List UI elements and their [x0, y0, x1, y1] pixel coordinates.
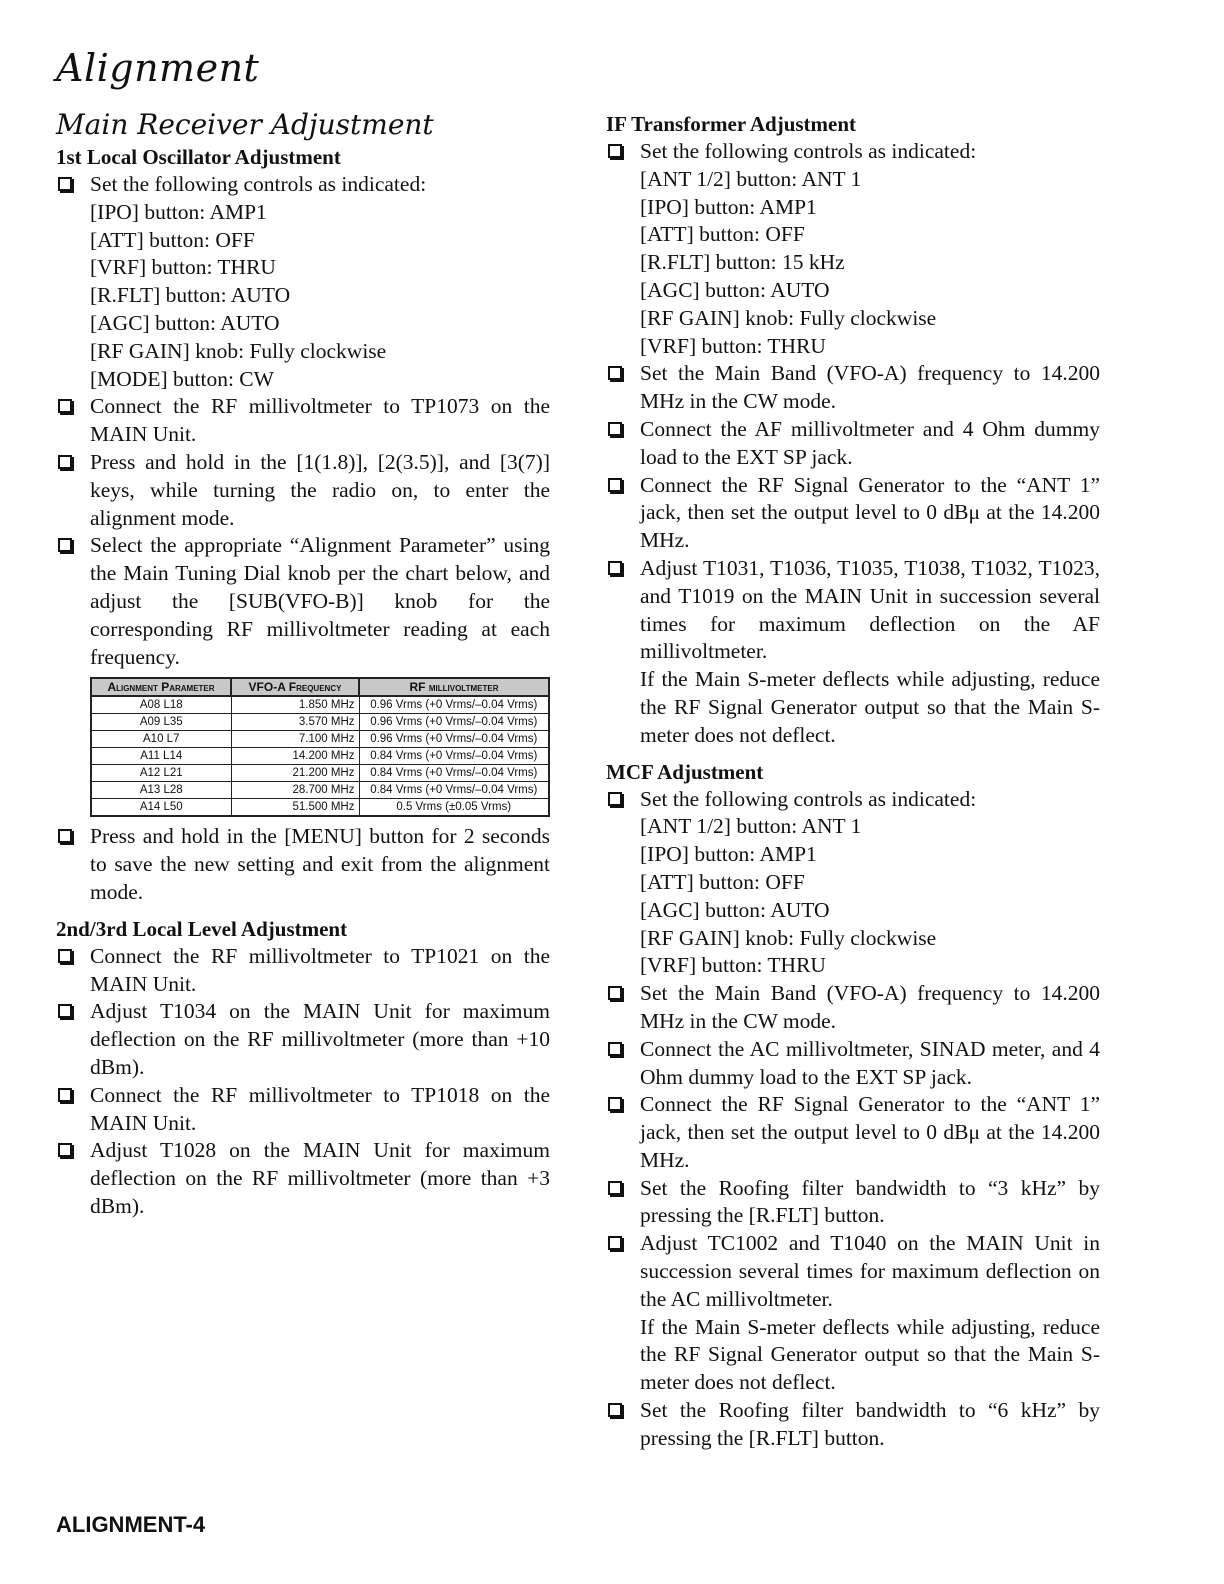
alignment-parameter-table	[90, 677, 550, 817]
table-row	[91, 765, 549, 782]
table-cell: 0.96 Vrms (+0 Vrms/–0.04 Vrms)	[359, 714, 549, 731]
table-cell: 7.100 MHz	[231, 731, 359, 748]
checkbox-icon	[58, 399, 72, 413]
set-intro: Set the following controls as indicated:	[640, 786, 977, 811]
table-row	[91, 782, 549, 799]
control-setting: [ATT] button: OFF	[90, 227, 255, 252]
step-text: Set the Roofing filter bandwidth to “6 kHz” by pressing the [R.FLT] button.	[640, 1398, 1100, 1450]
table-cell: 0.84 Vrms (+0 Vrms/–0.04 Vrms)	[359, 748, 549, 765]
table-cell: 1.850 MHz	[231, 696, 359, 714]
step-text: Adjust T1031, T1036, T1035, T1038, T1032, T1023, and T1019 on the MAIN Unit in succession several times for maximum deflection on the AF millivoltmeter.	[640, 555, 1100, 664]
list-item	[606, 360, 1100, 416]
checkbox-icon	[608, 1181, 622, 1195]
step-note: If the Main S-meter deflects while adjusting, reduce the RF Signal Generator output so that the Main S-meter does not deflect.	[640, 667, 1100, 747]
table-cell: A13 L28	[91, 782, 231, 799]
step-text: Connect the RF Signal Generator to the “ANT 1” jack, then set the output level to 0 dBμ at the 14.200 MHz.	[640, 1092, 1100, 1172]
table-cell: 0.84 Vrms (+0 Vrms/–0.04 Vrms)	[359, 782, 549, 799]
mcf-steps	[606, 786, 1100, 1453]
step-text: Connect the AC millivoltmeter, SINAD meter, and 4 Ohm dummy load to the EXT SP jack.	[640, 1036, 1100, 1089]
checkbox-icon	[608, 366, 622, 380]
table-cell: 0.96 Vrms (+0 Vrms/–0.04 Vrms)	[359, 696, 549, 714]
lo23-steps	[56, 943, 550, 1221]
control-setting: [R.FLT] button: 15 kHz	[640, 250, 845, 275]
control-setting: [RF GAIN] knob: Fully clockwise	[640, 305, 937, 330]
ift-heading: IF Transformer Adjustment	[606, 112, 857, 136]
lo23-heading: 2nd/3rd Local Level Adjustment	[56, 916, 348, 941]
control-setting: [ANT 1/2] button: ANT 1	[640, 814, 862, 839]
page-title: Alignment	[56, 46, 260, 90]
list-item	[606, 1230, 1100, 1397]
column-header: Alignment Parameter	[91, 678, 231, 696]
list-item	[606, 1175, 1100, 1231]
table-cell: 21.200 MHz	[231, 765, 359, 782]
lo1-save-step	[56, 823, 550, 906]
checkbox-icon	[608, 422, 622, 436]
table-row	[91, 731, 549, 748]
checkbox-icon	[608, 986, 622, 1000]
table-cell: 0.96 Vrms (+0 Vrms/–0.04 Vrms)	[359, 731, 549, 748]
list-item	[56, 393, 550, 449]
mcf-heading: MCF Adjustment	[606, 759, 764, 784]
control-setting: [ATT] button: OFF	[640, 222, 805, 247]
checkbox-icon	[58, 177, 72, 191]
checkbox-icon	[58, 1143, 72, 1157]
list-item	[56, 823, 550, 906]
checkbox-icon	[608, 561, 622, 575]
step-text: Set the Roofing filter bandwidth to “3 kHz” by pressing the [R.FLT] button.	[640, 1175, 1100, 1228]
table-cell: 51.500 MHz	[231, 799, 359, 817]
column-header: RF millivoltmeter	[359, 678, 549, 696]
step-text: Press and hold in the [MENU] button for 2 seconds to save the new setting and exit from the alignment mode.	[90, 824, 550, 904]
list-item	[606, 980, 1100, 1036]
step-note: If the Main S-meter deflects while adjusting, reduce the RF Signal Generator output so that the Main S-meter does not deflect.	[640, 1314, 1100, 1395]
lo1-steps	[56, 171, 550, 671]
checkbox-icon	[58, 949, 72, 963]
checkbox-icon	[608, 1236, 622, 1250]
control-setting: [RF GAIN] knob: Fully clockwise	[640, 925, 937, 950]
list-item	[606, 416, 1100, 472]
page-footer: ALIGNMENT-4	[56, 1512, 206, 1537]
control-setting: [IPO] button: AMP1	[640, 842, 817, 867]
list-item	[56, 998, 550, 1081]
control-setting: [RF GAIN] knob: Fully clockwise	[90, 338, 387, 363]
step-text: Press and hold in the [1(1.8)], [2(3.5)], and [3(7)] keys, while turning the radio on, to enter the alignment mode.	[90, 449, 550, 530]
list-item	[606, 138, 1100, 360]
table-cell: 28.700 MHz	[231, 782, 359, 799]
checkbox-icon	[608, 1097, 622, 1111]
step-text: Set the Main Band (VFO-A) frequency to 14.200 MHz in the CW mode.	[640, 981, 1100, 1033]
control-setting: [IPO] button: AMP1	[90, 199, 267, 224]
list-item	[606, 472, 1100, 555]
checkbox-icon	[608, 478, 622, 492]
list-item	[606, 1091, 1100, 1174]
list-item	[56, 943, 550, 999]
table-row	[91, 799, 549, 817]
set-intro: Set the following controls as indicated:	[90, 172, 427, 196]
table-cell: 14.200 MHz	[231, 748, 359, 765]
step-text: Connect the RF millivoltmeter to TP1021 on the MAIN Unit.	[90, 943, 550, 996]
table-cell: 0.5 Vrms (±0.05 Vrms)	[359, 799, 549, 817]
checkbox-icon	[608, 1042, 622, 1056]
table-row	[91, 714, 549, 731]
control-setting: [VRF] button: THRU	[640, 953, 826, 978]
left-column	[56, 108, 550, 1221]
control-setting: [AGC] button: AUTO	[640, 277, 830, 302]
step-text: Adjust T1034 on the MAIN Unit for maximum deflection on the RF millivoltmeter (more than +10 dBm).	[90, 999, 550, 1079]
checkbox-icon	[58, 538, 72, 552]
list-item	[56, 449, 550, 532]
step-text: Adjust T1028 on the MAIN Unit for maximum deflection on the RF millivoltmeter (more than +3 dBm).	[90, 1138, 550, 1218]
checkbox-icon	[608, 1403, 622, 1417]
control-setting: [VRF] button: THRU	[640, 333, 826, 358]
list-item	[56, 1082, 550, 1138]
step-text: Connect the RF millivoltmeter to TP1018 on the MAIN Unit.	[90, 1082, 550, 1135]
list-item	[606, 1036, 1100, 1092]
step-text: Connect the RF millivoltmeter to TP1073 on the MAIN Unit.	[90, 394, 550, 447]
control-setting: [R.FLT] button: AUTO	[90, 283, 291, 308]
list-item	[56, 532, 550, 671]
control-setting: [IPO] button: AMP1	[640, 194, 817, 219]
control-setting: [VRF] button: THRU	[90, 255, 276, 280]
list-item	[56, 171, 550, 393]
checkbox-icon	[58, 455, 72, 469]
right-column	[606, 110, 1100, 1453]
control-setting: [AGC] button: AUTO	[640, 897, 830, 922]
checkbox-icon	[608, 792, 622, 806]
lo1-heading: 1st Local Oscillator Adjustment	[56, 145, 341, 169]
control-setting: [MODE] button: CW	[90, 366, 274, 391]
column-header: VFO-A Frequency	[231, 678, 359, 696]
list-item	[56, 1137, 550, 1220]
table-row	[91, 748, 549, 765]
step-text: Connect the RF Signal Generator to the “ANT 1” jack, then set the output level to 0 dBμ at the 14.200 MHz.	[640, 472, 1100, 553]
ift-steps	[606, 138, 1100, 750]
checkbox-icon	[58, 1004, 72, 1018]
section-title: Main Receiver Adjustment	[56, 108, 434, 141]
set-intro: Set the following controls as indicated:	[640, 139, 977, 163]
step-text: Adjust TC1002 and T1040 on the MAIN Unit in succession several times for maximum deflection on the AC millivoltmeter.	[640, 1231, 1100, 1311]
table-cell: A11 L14	[91, 748, 231, 765]
table-cell: A12 L21	[91, 765, 231, 782]
step-text: Select the appropriate “Alignment Parameter” using the Main Tuning Dial knob per the chart below, and adjust the [SUB(VFO-B)] knob for the corresponding RF millivoltmeter reading at each frequency.	[90, 533, 550, 669]
table-header-row	[91, 678, 549, 696]
table-cell: A14 L50	[91, 799, 231, 817]
table-cell: A08 L18	[91, 696, 231, 714]
list-item	[606, 786, 1100, 981]
step-text: Connect the AF millivoltmeter and 4 Ohm dummy load to the EXT SP jack.	[640, 416, 1100, 469]
table-cell: A10 L7	[91, 731, 231, 748]
control-setting: [AGC] button: AUTO	[90, 310, 280, 335]
control-setting: [ANT 1/2] button: ANT 1	[640, 166, 862, 191]
table-cell: A09 L35	[91, 714, 231, 731]
table-cell: 3.570 MHz	[231, 714, 359, 731]
table-cell: 0.84 Vrms (+0 Vrms/–0.04 Vrms)	[359, 765, 549, 782]
checkbox-icon	[608, 144, 622, 158]
list-item	[606, 1397, 1100, 1453]
checkbox-icon	[58, 829, 72, 843]
control-setting: [ATT] button: OFF	[640, 869, 805, 894]
step-text: Set the Main Band (VFO-A) frequency to 14.200 MHz in the CW mode.	[640, 361, 1100, 414]
list-item	[606, 555, 1100, 750]
table-row	[91, 696, 549, 714]
checkbox-icon	[58, 1088, 72, 1102]
